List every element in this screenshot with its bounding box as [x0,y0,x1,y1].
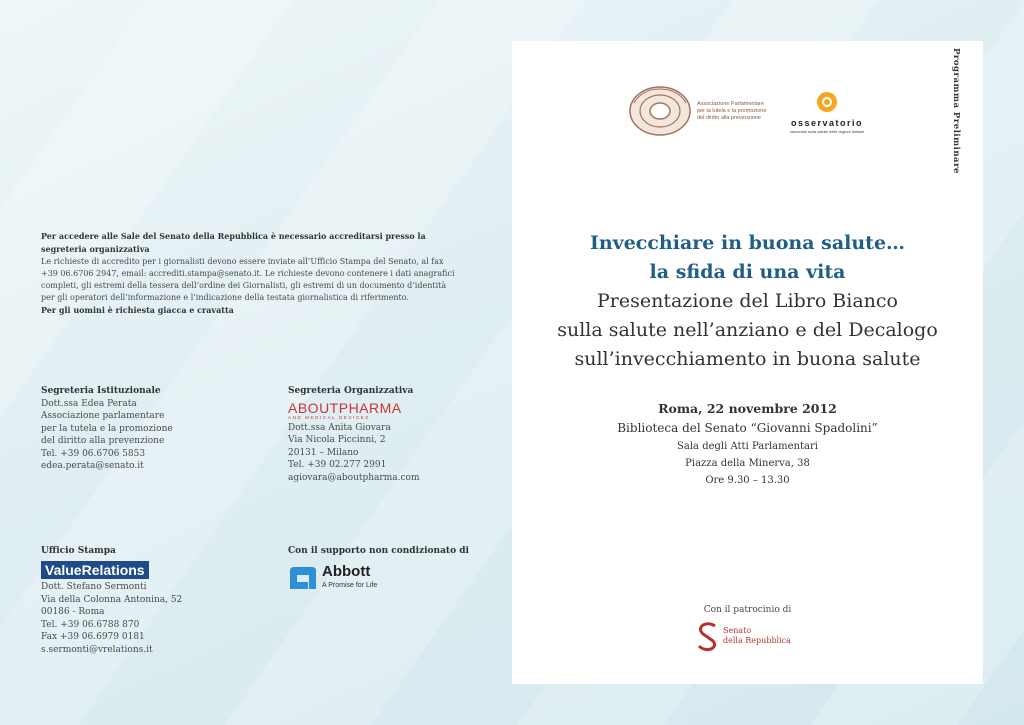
title-block [512,229,983,374]
istituzionale-line: edea.perata@senato.it [41,461,144,471]
istituzionale-line: del diritto alla prevenzione [41,436,165,446]
stampa-line: Via della Colonna Antonina, 52 [41,594,183,605]
associazione-logo [628,85,692,141]
event-time: Ore 9.30 – 13.30 [705,475,790,486]
assoc-line: del diritto alla prevenzione [697,115,761,121]
notice-body: Le richieste di accredito per i giornalisti devono essere inviate all’Ufficio Stampa del Senato, al fax +39 06.6706 2947, email: accrediti.stampa@senato.it. Le richieste devono contenere i dati anagrafici completi, gli estremi della tessera dell’ordine dei Giornalisti, gli estremi di un documento d’identità per gli operatori dell’informazione e l’indicazione della testata giornalistica di riferimento. [41,257,455,302]
senato-line-1: Senato [723,626,752,635]
accreditation-notice [41,230,461,317]
patrocinio-label: Con il patrocinio di [703,605,792,615]
associazione-text [697,101,766,122]
abbott-a-icon [288,565,318,591]
istituzionale-line: Tel. +39 06.6706 5853 [41,448,146,459]
organizzativa-line: 20131 – Milano [288,447,359,458]
subtitle-line-1: Presentazione del Libro Bianco [597,290,898,312]
istituzionale-line: Associazione parlamentare [41,411,165,421]
title-line-2: la sfida di una vita [649,261,846,283]
osservatorio-name: osservatorio [790,118,864,128]
abbott-tagline: A Promise for Life [322,581,378,589]
supporto-section [288,545,469,592]
event-room: Sala degli Atti Parlamentari [677,441,818,452]
title-line-1: Invecchiare in buona salute… [589,232,906,254]
event-date: Roma, 22 novembre 2012 [658,401,837,416]
senato-logo [695,621,791,651]
organizzativa-header: Segreteria Organizzativa [288,386,414,396]
subtitle-line-2: sulla salute nell’anziano e del Decalogo [557,319,938,341]
supporto-header: Con il supporto non condizionato di [288,546,469,556]
event-details [512,400,983,489]
organizzativa-line: Tel. +39 02.277 2991 [288,460,387,470]
stampa-line: Fax +39 06.6979 0181 [41,632,145,642]
event-address: Piazza della Minerva, 38 [685,458,810,469]
notice-dress-code: Per gli uomini è richiesta giacca e cravatta [41,305,234,315]
osservatorio-logo [787,90,867,134]
aboutpharma-logo-text: ABOUTPHARMA [288,399,402,416]
stampa-line: Tel. +39 06.6788 870 [41,619,140,630]
valuerelations-logo: ValueRelations [41,561,149,579]
organizzativa-line: Dott.ssa Anita Giovara [288,422,391,433]
abbott-brand: Abbott [322,562,371,580]
organizzativa-line: agiovara@aboutpharma.com [288,472,420,483]
ufficio-stampa [41,545,182,656]
stampa-header: Ufficio Stampa [41,546,116,556]
programma-preliminare-label: Programma Preliminare [951,48,961,174]
assoc-line: Associazione Parlamentare [697,101,764,107]
stampa-line: 00186 - Roma [41,607,105,617]
istituzionale-line: per la tutela e la promozione [41,423,173,434]
stampa-line: Dott. Stefano Sermonti [41,582,147,592]
organizzativa-line: Via Nicola Piccinni, 2 [288,435,386,445]
senato-s-icon [695,621,721,651]
senato-line-2: della Repubblica [723,636,791,645]
stampa-line: s.sermonti@vrelations.it [41,644,153,655]
sun-icon [815,90,839,114]
assoc-line: per la tutela e la promozione [697,108,767,114]
istituzionale-header: Segreteria Istituzionale [41,386,161,396]
event-venue: Biblioteca del Senato “Giovanni Spadolini” [617,421,878,435]
abbott-logo [288,564,469,593]
notice-heading: Per accedere alle Sale del Senato della Repubblica è necessario accreditarsi presso la segreteria organizzativa [41,231,426,254]
aboutpharma-logo [288,401,419,421]
subtitle-line-3: sull’invecchiamento in buona salute [574,348,921,370]
osservatorio-sub: nazionale sulla salute nelle regioni italiane [789,129,865,134]
istituzionale-line: Dott.ssa Edea Perata [41,398,137,409]
aboutpharma-logo-sub: AND MEDICAL DEVICES [288,414,370,420]
segreteria-organizzativa [288,385,419,484]
associazione-seal-icon [628,85,692,137]
segreteria-istituzionale [41,385,173,473]
